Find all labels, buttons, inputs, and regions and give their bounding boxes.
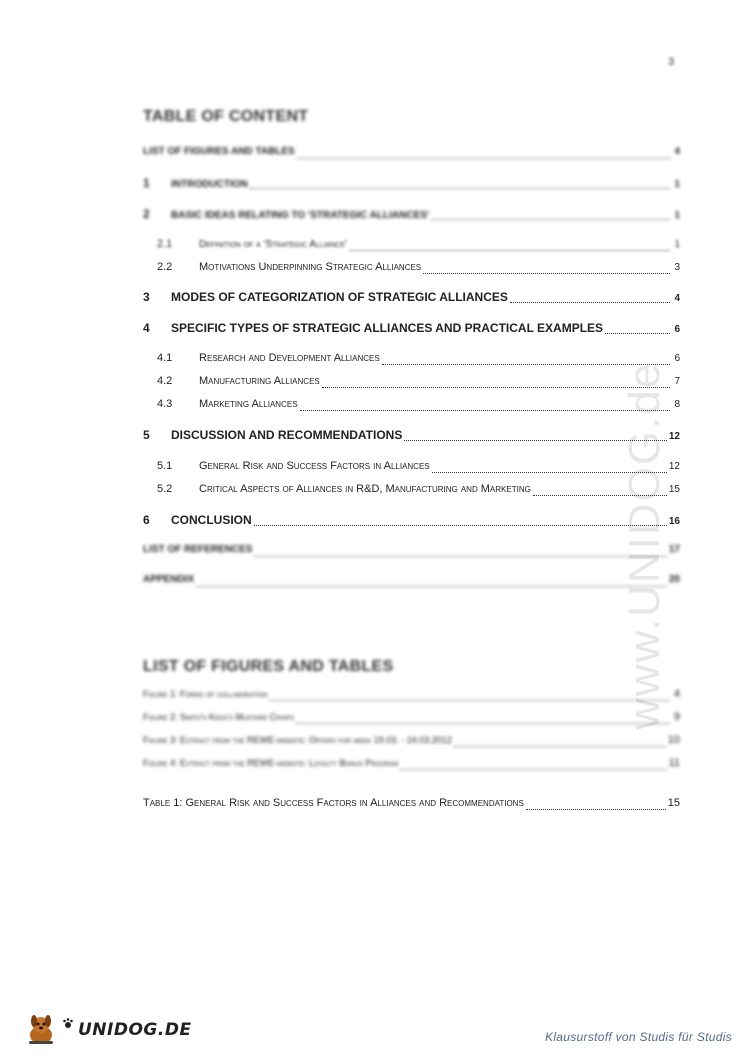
toc-entry-page: 4 xyxy=(674,146,680,157)
toc-entry-title: INTRODUCTION xyxy=(171,179,248,190)
toc-entry-title: General Risk and Success Factors in Alliances xyxy=(199,460,430,472)
toc-leader-dots xyxy=(510,292,670,303)
toc-entry-number: 4 xyxy=(143,321,150,335)
toc-entry-title: BASIC IDEAS RELATING TO 'STRATEGIC ALLIANCES' xyxy=(171,210,430,221)
figure-entry xyxy=(143,757,680,773)
toc-entry-number: 5.2 xyxy=(157,483,173,495)
toc-entry-title: Critical Aspects of Alliances in R&D, Manufacturing and Marketing xyxy=(199,483,531,495)
toc-leader-dots xyxy=(322,377,670,388)
toc-entry xyxy=(143,207,680,223)
figure-entry xyxy=(143,797,680,813)
toc-entry-page: 1 xyxy=(674,179,680,190)
toc-entry xyxy=(143,483,680,499)
figure-entry-page: 9 xyxy=(673,711,680,723)
toc-entry xyxy=(143,290,680,306)
figure-entry-title: Figure 1: Forms of collaboration xyxy=(143,689,268,699)
toc-entry-title: Definition of a 'Strategic Alliance' xyxy=(199,239,347,250)
toc-entry xyxy=(143,428,680,444)
toc-entry-number: 2 xyxy=(143,207,150,221)
figure-leader-dots xyxy=(269,690,670,701)
figure-entry-title: Figure 3: Extract from the REWE-website: Offers for week 19.03. - 24.03.2012 xyxy=(143,735,452,745)
toc-entry-title: MODES OF CATEGORIZATION OF STRATEGIC ALLIANCES xyxy=(171,290,508,304)
toc-entry xyxy=(143,261,680,277)
toc-entry xyxy=(143,460,680,476)
toc-leader-dots xyxy=(382,354,670,365)
toc-entry xyxy=(143,513,680,529)
figure-leader-dots xyxy=(400,759,666,770)
toc-leader-dots xyxy=(297,148,670,159)
toc-entry-page: 7 xyxy=(674,376,680,387)
figure-entry-title: Table 1: General Risk and Success Factors in Alliances and Recommendations xyxy=(143,797,524,809)
toc-entry-number: 1 xyxy=(143,176,150,190)
toc-entry-number: 4.2 xyxy=(157,375,173,387)
toc-leader-dots xyxy=(404,430,667,441)
footer-tagline: Klausurstoff von Studis für Studis xyxy=(545,1030,732,1044)
toc-entry xyxy=(143,375,680,391)
logo-text: UNIDOG.DE xyxy=(78,1020,192,1040)
toc-entry-title: DISCUSSION AND RECOMMENDATIONS xyxy=(171,428,403,442)
figure-entry xyxy=(143,711,680,727)
toc-entry xyxy=(143,238,680,254)
toc-entry-page: 17 xyxy=(668,544,680,555)
toc-entry-page: 20 xyxy=(668,574,680,585)
toc-leader-dots xyxy=(431,209,670,220)
toc-entry-page: 1 xyxy=(674,210,680,221)
toc-leader-dots xyxy=(250,178,670,189)
toc-entry-title: LIST OF FIGURES AND TABLES xyxy=(143,146,295,157)
toc-entry-title: LIST OF REFERENCES xyxy=(143,544,253,555)
watermark: www.UNIDOG.de xyxy=(620,361,669,730)
toc-entry-page: 6 xyxy=(674,353,680,364)
toc-entry-page: 8 xyxy=(674,399,680,410)
unidog-logo xyxy=(24,1012,192,1048)
toc-entry-number: 4.1 xyxy=(157,352,173,364)
toc-entry-title: Motivations Underpinning Strategic Alliances xyxy=(199,261,422,273)
toc-entry-number: 2.1 xyxy=(157,238,173,250)
toc-entry-page: 3 xyxy=(674,262,680,273)
paw-icon xyxy=(62,1017,74,1029)
figure-leader-dots xyxy=(296,713,670,724)
toc-entry-page: 6 xyxy=(674,324,680,335)
toc-leader-dots xyxy=(533,485,667,496)
toc-entry-title: Marketing Alliances xyxy=(199,398,298,410)
toc-leader-dots xyxy=(254,546,666,557)
toc-entry-title: APPENDIX xyxy=(143,574,195,585)
toc-entry-number: 4.3 xyxy=(157,398,173,410)
toc-leader-dots xyxy=(196,576,667,587)
figure-entry xyxy=(143,688,680,704)
toc-entry xyxy=(143,398,680,414)
toc-entry-page: 1 xyxy=(674,239,680,250)
figure-entry-title: Figure 2: Smith's Keen's Mustard Crisps xyxy=(143,712,295,722)
toc-entry xyxy=(143,146,680,162)
toc-leader-dots xyxy=(254,515,667,526)
toc-entry-page: 12 xyxy=(668,461,680,472)
toc-entry-title: Research and Development Alliances xyxy=(199,352,380,364)
toc-leader-dots xyxy=(432,462,667,473)
toc-entry-number: 2.2 xyxy=(157,261,173,273)
toc-entry xyxy=(143,321,680,337)
toc-entry-page: 12 xyxy=(668,431,680,442)
toc-entry-page: 15 xyxy=(668,484,680,495)
toc-entry xyxy=(143,352,680,368)
figure-entry-page: 4 xyxy=(673,688,680,700)
figure-leader-dots xyxy=(526,799,666,810)
toc-entry-number: 5.1 xyxy=(157,460,173,472)
figure-leader-dots xyxy=(454,736,666,747)
figure-entry xyxy=(143,734,680,750)
toc-entry xyxy=(143,574,680,590)
toc-entry-page: 16 xyxy=(668,516,680,527)
toc-leader-dots xyxy=(349,240,670,251)
figure-entry-page: 11 xyxy=(668,757,680,769)
toc-entry-number: 3 xyxy=(143,290,150,304)
toc-entry-title: SPECIFIC TYPES OF STRATEGIC ALLIANCES AND PRACTICAL EXAMPLES xyxy=(171,321,604,335)
toc-leader-dots xyxy=(605,323,670,334)
toc-entry-number: 6 xyxy=(143,513,150,527)
dog-icon xyxy=(24,1013,58,1047)
toc-entry xyxy=(143,544,680,560)
toc-heading: TABLE OF CONTENT xyxy=(143,108,309,125)
toc-entry-title: Manufacturing Alliances xyxy=(199,375,320,387)
toc-leader-dots xyxy=(423,263,670,274)
figure-entry-page: 10 xyxy=(667,734,680,746)
toc-entry-number: 5 xyxy=(143,428,150,442)
figure-entry-page: 15 xyxy=(667,797,680,809)
toc-leader-dots xyxy=(300,400,670,411)
toc-entry xyxy=(143,176,680,192)
figures-heading: LIST OF FIGURES AND TABLES xyxy=(143,658,394,675)
toc-entry-page: 4 xyxy=(674,293,680,304)
page-number: 3 xyxy=(668,56,675,68)
figure-entry-title: Figure 4: Extract from the REWE-website: Loyalty Bonus Program xyxy=(143,758,399,768)
toc-entry-title: CONCLUSION xyxy=(171,513,252,527)
